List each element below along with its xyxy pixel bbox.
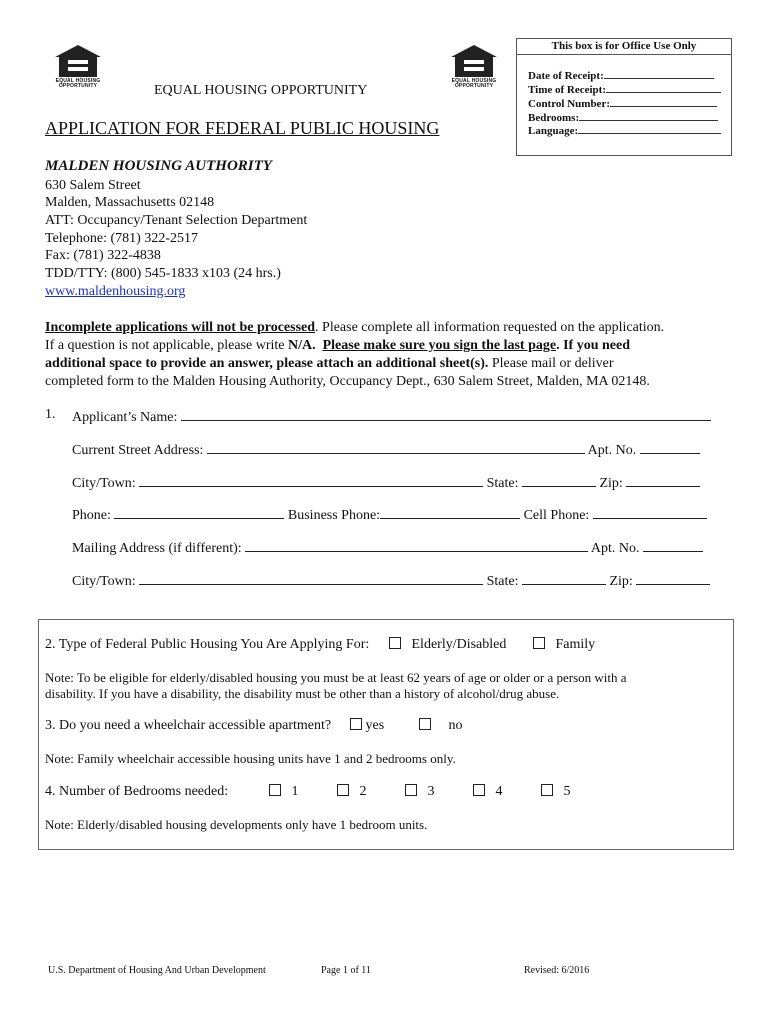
family-checkbox[interactable]: [533, 637, 545, 649]
cell-phone-field[interactable]: [593, 505, 707, 519]
office-field-bedrooms[interactable]: Bedrooms:: [528, 110, 718, 124]
instructions-text-2b: . If you need: [556, 338, 630, 353]
city-field[interactable]: [139, 473, 483, 487]
applicant-name-row[interactable]: [72, 407, 711, 426]
authority-fax: Fax: (781) 322-4838: [45, 248, 161, 263]
mailing-address-row: [72, 538, 703, 557]
bedroom-3-checkbox[interactable]: [405, 784, 417, 796]
zip-label: Zip:: [599, 476, 623, 491]
mailing-state-label: State:: [486, 574, 519, 589]
mailing-zip-label: Zip:: [609, 574, 633, 589]
bedroom-5-label: 5: [563, 784, 571, 799]
elderly-disabled-label: Elderly/Disabled: [411, 637, 507, 652]
mailing-state-field[interactable]: [522, 571, 606, 585]
mailing-address-label: Mailing Address (if different):: [72, 541, 242, 556]
current-address-label: Current Street Address:: [72, 443, 204, 458]
authority-att: ATT: Occupancy/Tenant Selection Department: [45, 213, 308, 228]
authority-website[interactable]: [45, 284, 185, 300]
website-link[interactable]: www.maldenhousing.org: [45, 284, 186, 299]
instructions-line-2: [45, 338, 630, 354]
apt-no-field[interactable]: [640, 440, 700, 454]
authority-name: MALDEN HOUSING AUTHORITY: [45, 158, 272, 174]
incomplete-warning: Incomplete applications will not be processed: [45, 320, 316, 335]
apt-no-label: Apt. No.: [587, 443, 637, 458]
instructions-text-1: . Please complete all information requested on the application.: [315, 320, 665, 335]
housing-type-question: 2. Type of Federal Public Housing You Are Applying For:: [45, 637, 370, 652]
section-1-number: 1.: [45, 407, 56, 422]
bedroom-1-label: 1: [291, 784, 299, 799]
wheelchair-no-checkbox[interactable]: [419, 718, 431, 730]
mailing-city-label: City/Town:: [72, 574, 136, 589]
phone-row: [72, 505, 707, 524]
instructions-text-3: Please mail or deliver: [488, 356, 614, 371]
phone-field[interactable]: [114, 505, 284, 519]
office-field-control[interactable]: Control Number:: [528, 96, 717, 110]
footer-page-number: Page 1 of 11: [321, 965, 371, 976]
equal-housing-logo-left: EQUAL HOUSING OPPORTUNITY: [53, 44, 103, 88]
na-instruction: N/A.: [287, 338, 316, 353]
mailing-city-field[interactable]: [139, 571, 483, 585]
bedroom-4-label: 4: [495, 784, 503, 799]
bedroom-3-label: 3: [427, 784, 435, 799]
bedroom-4-checkbox[interactable]: [473, 784, 485, 796]
current-address-row: [72, 440, 700, 459]
office-use-header: This box is for Office Use Only: [517, 39, 731, 55]
instructions-line-3: [45, 356, 614, 372]
office-field-date[interactable]: Date of Receipt:: [528, 68, 714, 82]
authority-city: Malden, Massachusetts 02148: [45, 195, 215, 210]
business-phone-label: Business Phone:: [287, 508, 381, 523]
instructions-line-4: completed form to the Malden Housing Authority, Occupancy Dept., 630 Salem Street, Malden, MA 02148.: [45, 374, 650, 389]
elderly-note-line-1: Note: To be eligible for elderly/disabled housing you must be at least 62 years of age or older or a person with a: [45, 670, 627, 685]
footer-revised: Revised: 6/2016: [524, 965, 590, 976]
authority-telephone: Telephone: (781) 322-2517: [45, 231, 198, 246]
instructions-text-2: If a question is not applicable, please write: [45, 338, 288, 353]
city-label: City/Town:: [72, 476, 136, 491]
bedroom-option-2[interactable]: [337, 784, 367, 800]
bedroom-option-5[interactable]: [541, 784, 571, 800]
bedroom-option-3[interactable]: [405, 784, 435, 800]
house-icon: [53, 44, 103, 78]
mailing-address-field[interactable]: [245, 538, 588, 552]
authority-tdd: TDD/TTY: (800) 545-1833 x103 (24 hrs.): [45, 266, 281, 281]
zip-field[interactable]: [626, 473, 700, 487]
bedroom-note: Note: Elderly/disabled housing developments only have 1 bedroom units.: [45, 817, 428, 832]
elderly-disabled-option[interactable]: [389, 637, 506, 653]
office-use-box: [516, 38, 732, 156]
wheelchair-yes-option[interactable]: [350, 718, 384, 734]
state-label: State:: [486, 476, 519, 491]
authority-street: 630 Salem Street: [45, 178, 141, 193]
state-field[interactable]: [522, 473, 596, 487]
wheelchair-no-option[interactable]: [419, 718, 463, 734]
wheelchair-yes-checkbox[interactable]: [350, 718, 362, 730]
sign-warning: Please make sure you sign the last page: [322, 338, 557, 353]
bedroom-1-checkbox[interactable]: [269, 784, 281, 796]
office-field-time[interactable]: Time of Receipt:: [528, 82, 721, 96]
bedroom-2-label: 2: [359, 784, 367, 799]
wheelchair-note: Note: Family wheelchair accessible housing units have 1 and 2 bedrooms only.: [45, 751, 456, 766]
bedrooms-question: 4. Number of Bedrooms needed:: [45, 784, 229, 799]
bedroom-option-1[interactable]: [269, 784, 299, 800]
current-address-field[interactable]: [207, 440, 585, 454]
equal-housing-logo-right: EQUAL HOUSING OPPORTUNITY: [449, 44, 499, 88]
bedroom-2-checkbox[interactable]: [337, 784, 349, 796]
wheelchair-yes-label: yes: [365, 718, 385, 733]
wheelchair-question: 3. Do you need a wheelchair accessible apartment?: [45, 718, 332, 733]
housing-type-section: [38, 619, 734, 850]
family-option[interactable]: [533, 637, 595, 653]
applicant-name-field[interactable]: [181, 407, 711, 421]
bedroom-5-checkbox[interactable]: [541, 784, 553, 796]
mailing-city-row: [72, 571, 710, 590]
bedroom-option-4[interactable]: [473, 784, 503, 800]
additional-space-note: additional space to provide an answer, please attach an additional sheet(s).: [45, 356, 489, 371]
mailing-zip-field[interactable]: [636, 571, 710, 585]
instructions-line-1: [45, 320, 664, 336]
business-phone-field[interactable]: [380, 505, 520, 519]
applicant-name-label: Applicant’s Name:: [72, 410, 178, 425]
mailing-apt-no-field[interactable]: [643, 538, 703, 552]
page-title: APPLICATION FOR FEDERAL PUBLIC HOUSING: [45, 118, 440, 138]
elderly-note-line-2: disability. If you have a disability, the disability must be other than a history of alcohol/drug abuse.: [45, 686, 560, 701]
office-field-language[interactable]: Language:: [528, 123, 721, 137]
house-icon: [449, 44, 499, 78]
wheelchair-no-label: no: [448, 718, 463, 733]
footer-department: U.S. Department of Housing And Urban Development: [48, 965, 266, 976]
mailing-apt-no-label: Apt. No.: [590, 541, 640, 556]
cell-phone-label: Cell Phone:: [523, 508, 590, 523]
phone-label: Phone:: [72, 508, 111, 523]
equal-housing-heading: EQUAL HOUSING OPPORTUNITY: [154, 83, 368, 98]
city-row: [72, 473, 700, 492]
elderly-disabled-checkbox[interactable]: [389, 637, 401, 649]
family-label: Family: [555, 637, 596, 652]
